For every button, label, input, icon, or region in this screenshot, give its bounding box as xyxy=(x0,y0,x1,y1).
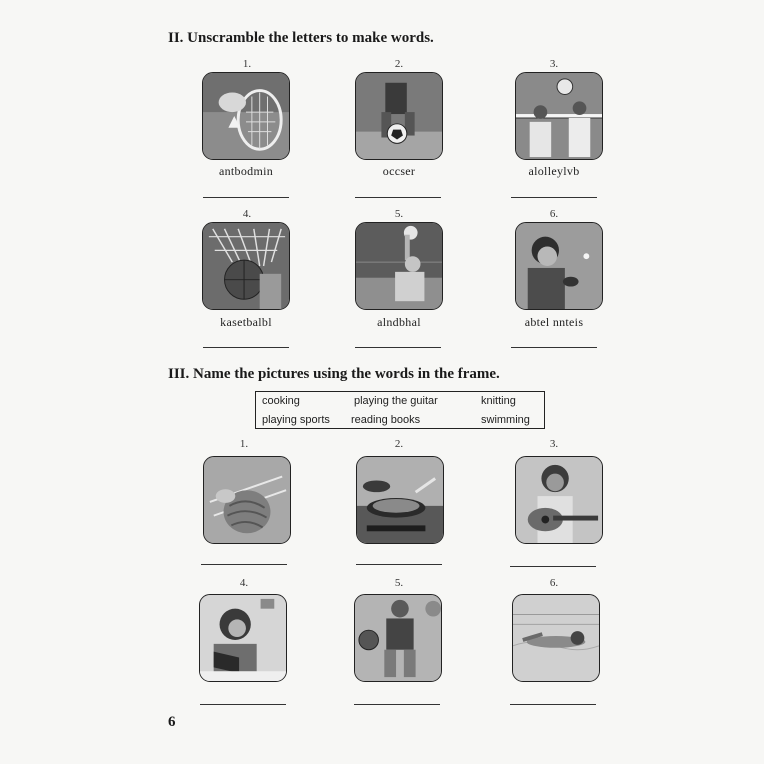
word-bank-item: swimming xyxy=(481,414,530,426)
word-bank-item: reading books xyxy=(351,414,421,426)
item-number: 4. xyxy=(239,577,249,589)
scrambled-word: abtel nnteis xyxy=(524,315,584,329)
guitar-icon xyxy=(515,456,603,544)
item-number: 6. xyxy=(549,208,559,220)
scrambled-word: kasetbalbl xyxy=(220,315,272,329)
volleyball-icon xyxy=(515,72,603,160)
answer-line[interactable] xyxy=(355,347,441,348)
knitting-icon xyxy=(203,456,291,544)
item-number: 1. xyxy=(242,58,252,70)
item-number: 1. xyxy=(239,438,249,450)
swimming-icon xyxy=(512,594,600,682)
item-number: 4. xyxy=(242,208,252,220)
soccer-icon xyxy=(355,72,443,160)
cooking-icon xyxy=(356,456,444,544)
answer-line[interactable] xyxy=(510,566,596,567)
answer-line[interactable] xyxy=(355,197,441,198)
table-tennis-icon xyxy=(515,222,603,310)
scrambled-word: alolleylvb xyxy=(528,164,580,178)
word-bank-item: knitting xyxy=(481,395,516,407)
item-number: 6. xyxy=(549,577,559,589)
section-3-title: III. Name the pictures using the words in the frame. xyxy=(168,366,500,382)
answer-line[interactable] xyxy=(511,197,597,198)
item-number: 3. xyxy=(549,58,559,70)
basketball-icon xyxy=(202,222,290,310)
item-number: 5. xyxy=(394,208,404,220)
answer-line[interactable] xyxy=(201,564,287,565)
reading-icon xyxy=(199,594,287,682)
answer-line[interactable] xyxy=(356,564,442,565)
answer-line[interactable] xyxy=(200,704,286,705)
answer-line[interactable] xyxy=(511,347,597,348)
badminton-icon xyxy=(202,72,290,160)
scrambled-word: occser xyxy=(382,164,416,178)
answer-line[interactable] xyxy=(354,704,440,705)
word-bank-item: playing the guitar xyxy=(354,395,438,407)
item-number: 2. xyxy=(394,58,404,70)
word-bank-item: playing sports xyxy=(262,414,330,426)
page-number: 6 xyxy=(168,714,176,730)
item-number: 3. xyxy=(549,438,559,450)
scrambled-word: alndbhal xyxy=(377,315,421,329)
handball-icon xyxy=(355,222,443,310)
answer-line[interactable] xyxy=(203,347,289,348)
answer-line[interactable] xyxy=(203,197,289,198)
scrambled-word: antbodmin xyxy=(218,164,274,178)
word-bank-item: cooking xyxy=(262,395,300,407)
answer-line[interactable] xyxy=(510,704,596,705)
sports-icon xyxy=(354,594,442,682)
item-number: 5. xyxy=(394,577,404,589)
section-2-title: II. Unscramble the letters to make words. xyxy=(168,30,434,46)
word-bank-frame xyxy=(255,391,545,429)
item-number: 2. xyxy=(394,438,404,450)
